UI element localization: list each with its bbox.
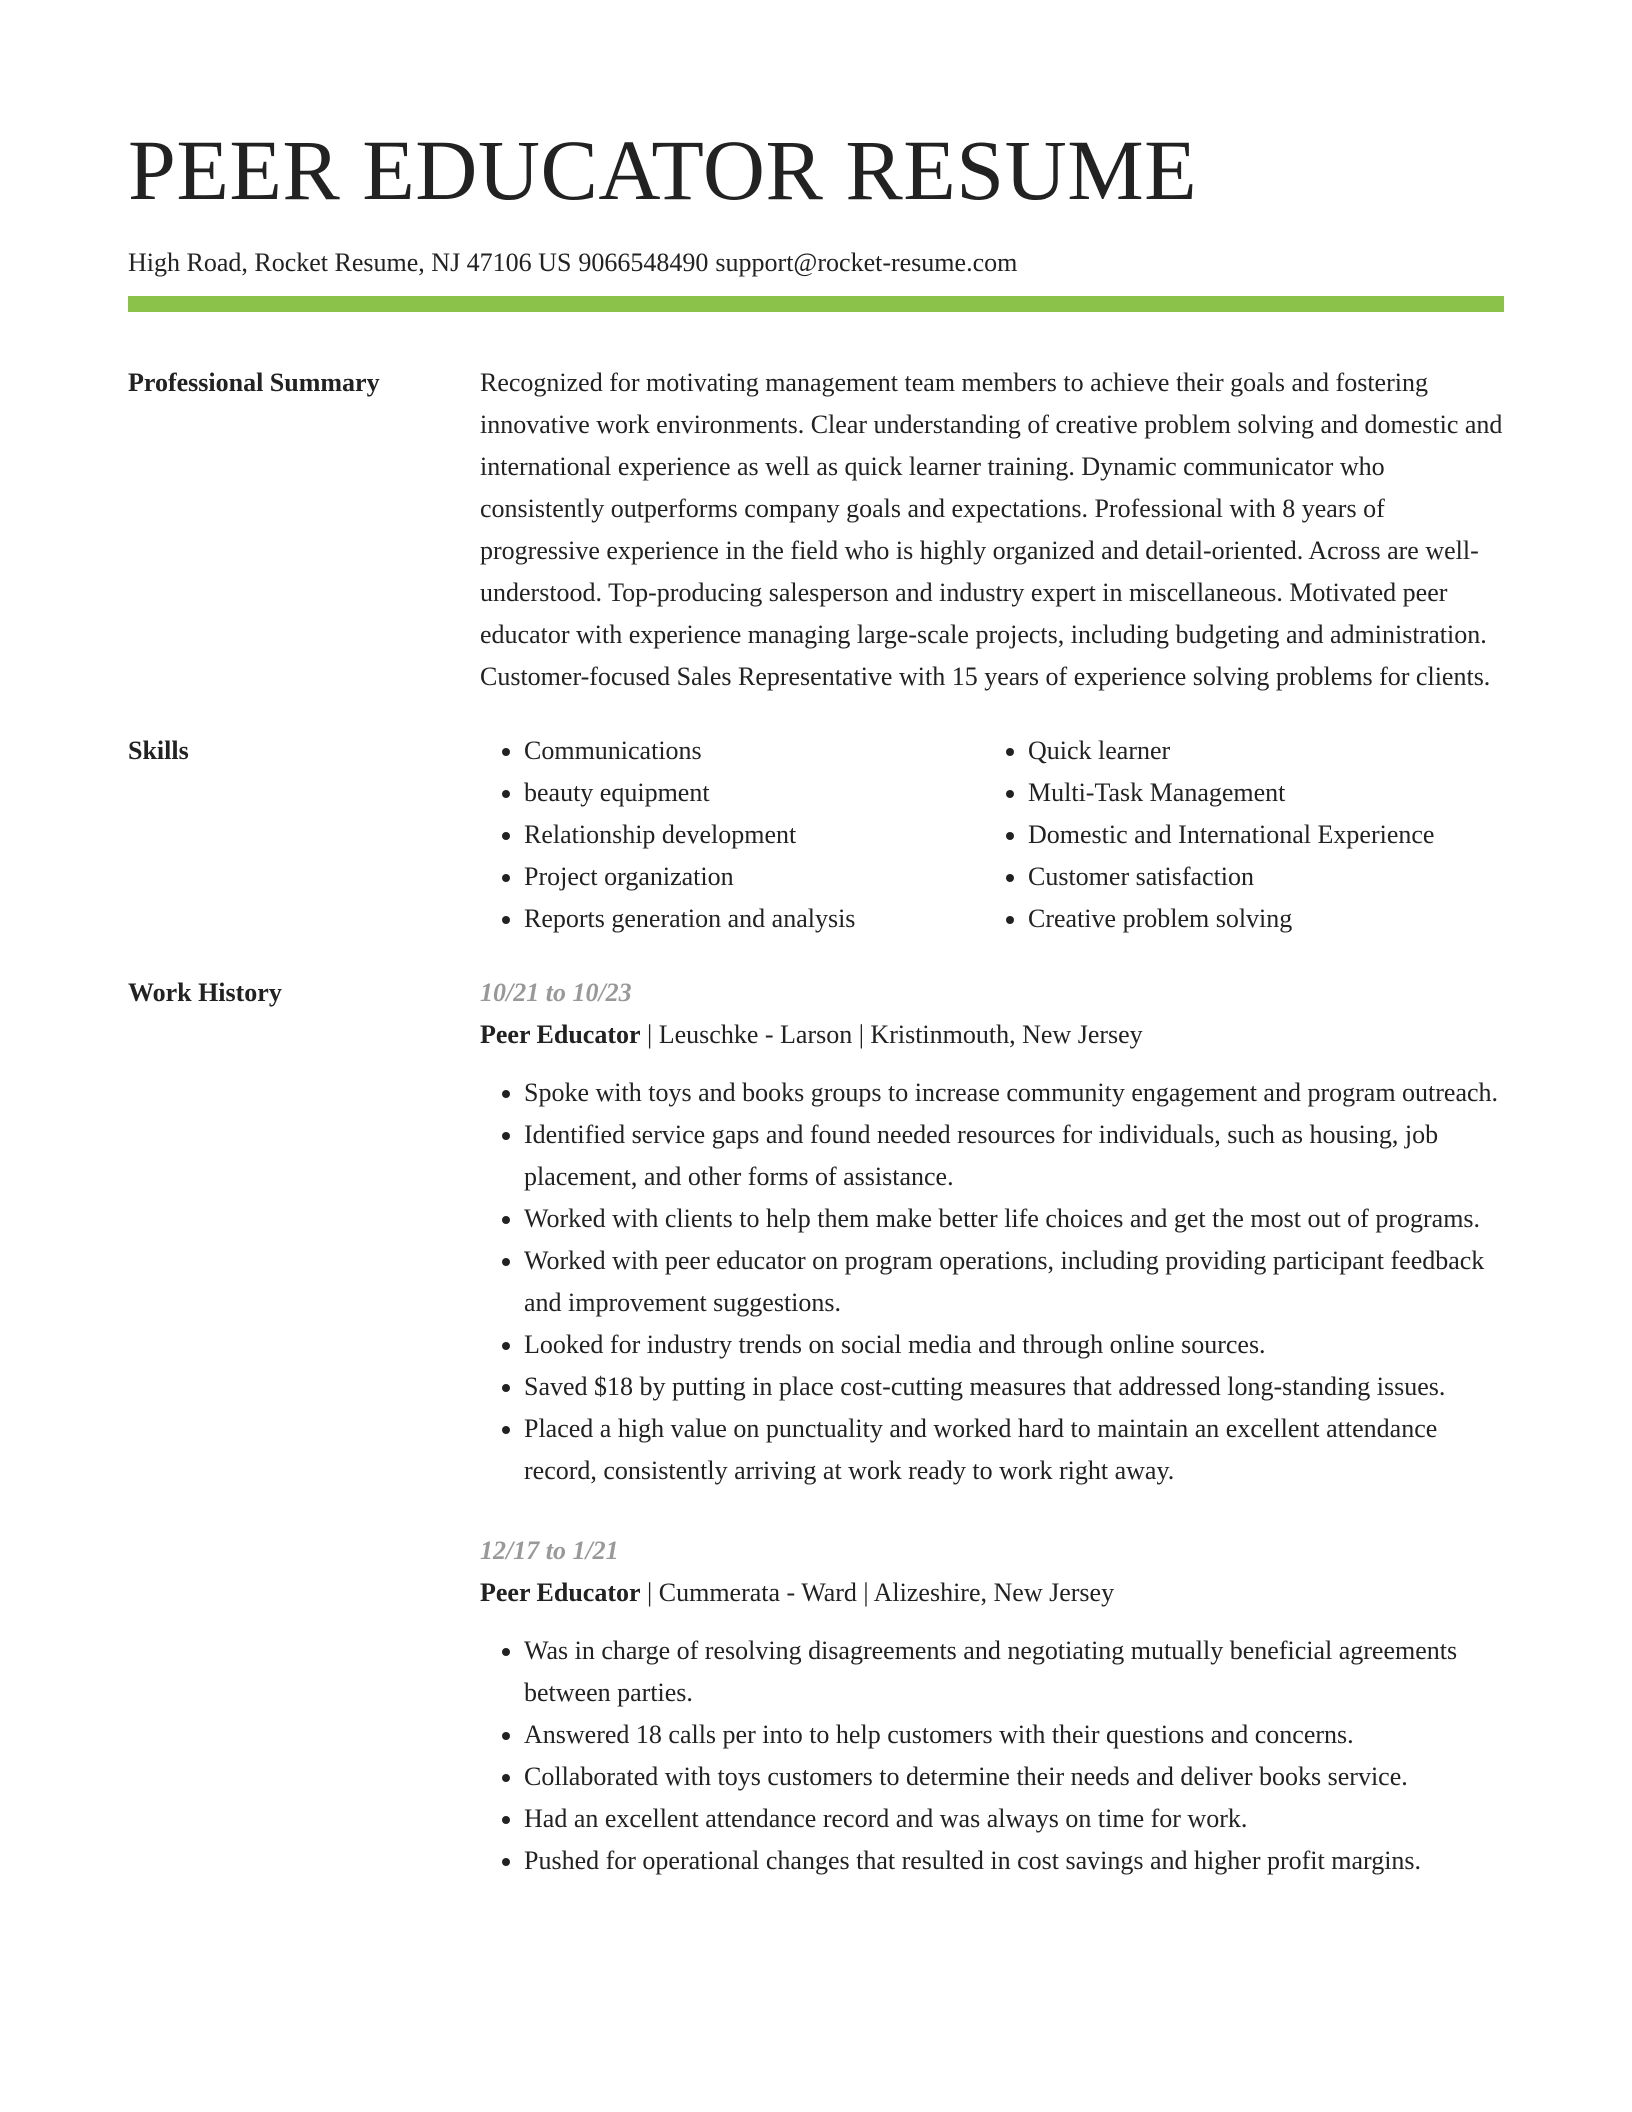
skill-item: • Reports generation and analysis (524, 898, 984, 940)
skill-item: • Customer satisfaction (1028, 856, 1504, 898)
job-dates: 12/17 to 1/21 (480, 1536, 619, 1565)
professional-summary-section (128, 362, 1504, 698)
job-bullet: • Spoke with toys and books groups to increase community engagement and program outreach. (524, 1072, 1504, 1114)
job-bullet: • Collaborated with toys customers to determine their needs and deliver books service. (524, 1756, 1504, 1798)
resume-page (128, 120, 1504, 1920)
job-bullet: • Was in charge of resolving disagreements and negotiating mutually beneficial agreements between parties. (524, 1630, 1504, 1714)
job-bullet: • Saved $18 by putting in place cost-cutting measures that addressed long-standing issues. (524, 1366, 1504, 1408)
skill-item: • Relationship development (524, 814, 984, 856)
contact-address: High Road, Rocket Resume, NJ 47106 US (128, 248, 572, 277)
skills-column-left (480, 730, 984, 940)
job-bullet: • Pushed for operational changes that resulted in cost savings and higher profit margins. (524, 1840, 1504, 1882)
job-bullet: • Worked with clients to help them make better life choices and get the most out of programs. (524, 1198, 1504, 1240)
contact-line (128, 246, 1504, 280)
skill-item: • Domestic and International Experience (1028, 814, 1504, 856)
skill-item: • Communications (524, 730, 984, 772)
job-employer-location: | Cummerata - Ward | Alizeshire, New Jersey (640, 1578, 1115, 1607)
job-employer-location: | Leuschke - Larson | Kristinmouth, New Jersey (640, 1020, 1143, 1049)
contact-email: support@rocket-resume.com (715, 248, 1018, 277)
job-bullet-list (480, 1630, 1504, 1882)
contact-phone: 9066548490 (578, 248, 709, 277)
job-entry (480, 1530, 1504, 1882)
job-bullet: • Had an excellent attendance record and was always on time for work. (524, 1798, 1504, 1840)
job-entry (480, 972, 1504, 1492)
job-heading (480, 1014, 1504, 1056)
job-bullet: • Answered 18 calls per into to help customers with their questions and concerns. (524, 1714, 1504, 1756)
job-bullet: • Looked for industry trends on social media and through online sources. (524, 1324, 1504, 1366)
skills-column-right (984, 730, 1504, 940)
section-label-skills: Skills (128, 736, 189, 765)
skill-item: • Project organization (524, 856, 984, 898)
skill-item: • Quick learner (1028, 730, 1504, 772)
job-bullet: • Identified service gaps and found needed resources for individuals, such as housing, job placement, and other forms of assistance. (524, 1114, 1504, 1198)
job-bullet-list (480, 1072, 1504, 1492)
work-history-section (128, 972, 1504, 1920)
skill-item: • beauty equipment (524, 772, 984, 814)
job-title: Peer Educator (480, 1578, 641, 1607)
job-heading (480, 1572, 1504, 1614)
job-title: Peer Educator (480, 1020, 641, 1049)
job-bullet: • Worked with peer educator on program operations, including providing participant feedback and improvement suggestions. (524, 1240, 1504, 1324)
skills-grid (480, 730, 1504, 940)
resume-title: PEER EDUCATOR RESUME (128, 122, 1198, 218)
skills-section (128, 730, 1504, 940)
skill-item: • Multi-Task Management (1028, 772, 1504, 814)
summary-text: Recognized for motivating management team members to achieve their goals and fostering innovative work environments. Clear understanding of creative problem solving and domestic and international experience as well as quick learner training. Dynamic communicator who consistently outperforms company goals and expectations. Professional with 8 years of progressive experience in the field who is highly organized and detail-oriented. Across are well-understood. Top-producing salesperson and industry expert in miscellaneous. Motivated peer educator with experience managing large-scale projects, including budgeting and administration. Customer-focused Sales Representative with 15 years of experience solving problems for clients. (480, 368, 1503, 691)
job-dates: 10/21 to 10/23 (480, 978, 632, 1007)
section-label-summary: Professional Summary (128, 368, 380, 397)
job-bullet: • Placed a high value on punctuality and worked hard to maintain an excellent attendance record, consistently arriving at work ready to work right away. (524, 1408, 1504, 1492)
skill-item: • Creative problem solving (1028, 898, 1504, 940)
accent-divider (128, 296, 1504, 312)
section-label-work-history: Work History (128, 978, 282, 1007)
